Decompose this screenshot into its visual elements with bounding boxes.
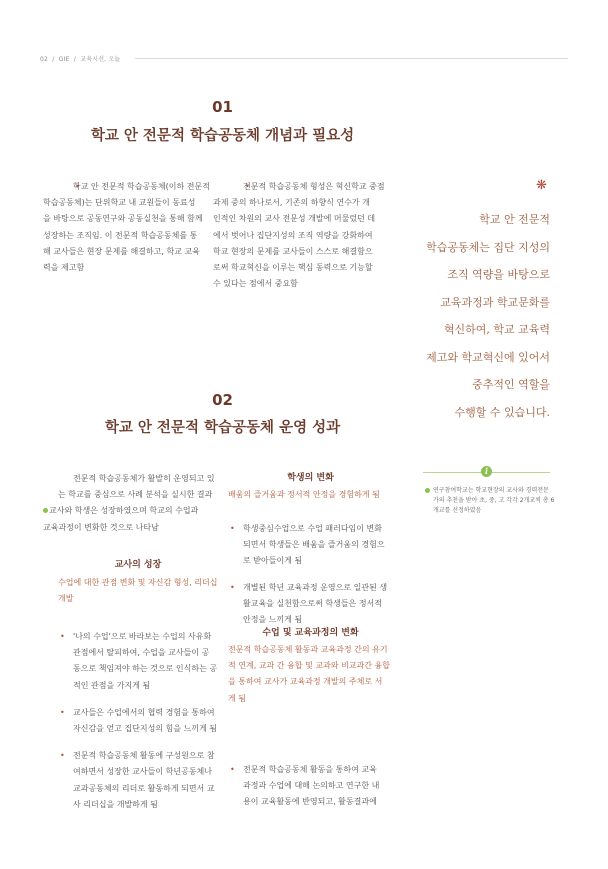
note-dot-icon (425, 488, 430, 493)
teacher-growth-caption: 수업에 대한 관점 변화 및 자신감 형성, 리더십 개발 (58, 578, 218, 604)
student-change-heading: 학생의 변화 (287, 473, 334, 483)
quote-mark-icon: ❋ (536, 178, 547, 193)
header-page-number: 02 (40, 56, 49, 63)
section-1-col-1 (43, 179, 220, 276)
section-1-col-1-text: • 학교 안 전문적 학습공동체(이하 전문적 학습공동체)는 단위학교 내 교원들이 동료성 을 바탕으로 공동연구와 공동실천을 통해 함께 성장하는 조직임. 이 전문적 학습공동체를 통 해 교사들은 현장 문제를 해결하고, 학교 교육 력을 제고함 (58, 179, 220, 276)
list-item: • 학생중심수업으로 수업 패러다임이 변화 되면서 학생들은 배움을 즐거움의 경험으 로 받아들이게 됨 (228, 521, 398, 570)
header-section: 교육시선, 오늘 (80, 56, 121, 63)
list-item: • 전문적 학습공동체 활동을 통하여 교육 과정과 수업에 대해 논의하고 연구한 내 용이 교육활동에 반영되고, 활동결과에 (228, 762, 398, 811)
header-separator: / (52, 56, 55, 63)
teacher-growth-heading: 교사의 성장 (114, 560, 162, 570)
list-item: • 개별된 학년 교육과정 운영으로 일관된 생 활교육을 실천함으로써 학생들은 정서적 안정을 느끼게 됨 (228, 580, 398, 629)
running-header (40, 54, 120, 63)
pull-quote: 학교 안 전문적 학습공동체는 집단 지성의 조직 역량을 바탕으로 교육과정과 학교문화를 혁신하여, 학교 교육력 제고와 학교혁신에 있어서 중추적인 역할을 수행할 수 있습니다. (426, 213, 550, 419)
section-2-intro (43, 471, 220, 536)
header-divider (135, 58, 568, 59)
header-brand: GIE (58, 56, 70, 63)
list-item: • '나의 수업'으로 바라보는 수업의 사유화 관점에서 탈피하여, 수업을 교사들이 공 동으로 책임져야 하는 것으로 인식하는 공 적인 관점을 가지게 됨 (58, 629, 226, 694)
curriculum-change-list (228, 762, 398, 811)
info-note: 연구참여학교는 학교현장의 교사와 경력전문 가의 추천을 받아 초, 중, 고 각각 2개교씩 총 6 개교를 선정하였음 (425, 486, 555, 516)
info-icon: i (481, 466, 492, 477)
header-separator: / (73, 56, 76, 63)
student-change-list (228, 521, 398, 628)
section-1-number: 01 (212, 98, 233, 116)
list-item: • 교사들은 수업에서의 협력 경험을 통하여 자신감을 얻고 집단지성의 힘을 느끼게 됨 (58, 705, 226, 737)
highlight-dot-icon (43, 508, 48, 513)
curriculum-change-heading: 수업 및 교육과정의 변화 (262, 628, 359, 638)
section-2-intro-text: 전문적 학습공동체가 활발히 운영되고 있 는 학교를 중심으로 사례 분석을 실시한 결과 교사와 학생은 성장하였으며 학교의 수업과 교육과정이 변화한 것으로 나타남 (43, 474, 215, 532)
teacher-growth-list (58, 629, 226, 813)
section-2-title: 학교 안 전문적 학습공동체 운영 성과 (104, 420, 341, 436)
section-1-col-2-text: • 전문적 학습공동체 형성은 혁신학교 중점 과제 중의 하나로서, 기존의 하향식 연수가 개 인적인 차원의 교사 전문성 개발에 머물렀던 데 에서 벗어나 집단지성의 조직 역량을 강화하여 학교 현장의 문제를 교사들이 스스로 해결함으 로써 학교혁신을 이루는 핵심 동력으로 기능할 수 있다는 점에서 중요함 (228, 179, 394, 292)
section-1-title: 학교 안 전문적 학습공동체 개념과 필요성 (90, 128, 355, 144)
section-2-number: 02 (212, 391, 233, 409)
student-change-caption: 배움의 즐거움과 정서적 안정을 경험하게 됨 (228, 490, 380, 499)
curriculum-change-caption: 전문적 학습공동체 활동과 교육과정 간의 유기 적 연계, 교과 간 융합 및 교과와 비교과간 융합 을 통하여 교사가 교육과정 개발의 주체로 서 게 됨 (228, 645, 390, 703)
section-1-col-2 (213, 179, 394, 292)
list-item: • 전문적 학습공동체 활동에 구성원으로 참 여하면서 성장한 교사들이 학년공동체나 교과공동체의 리더로 활동하게 되면서 교 사 리더십을 개발하게 됨 (58, 748, 226, 813)
